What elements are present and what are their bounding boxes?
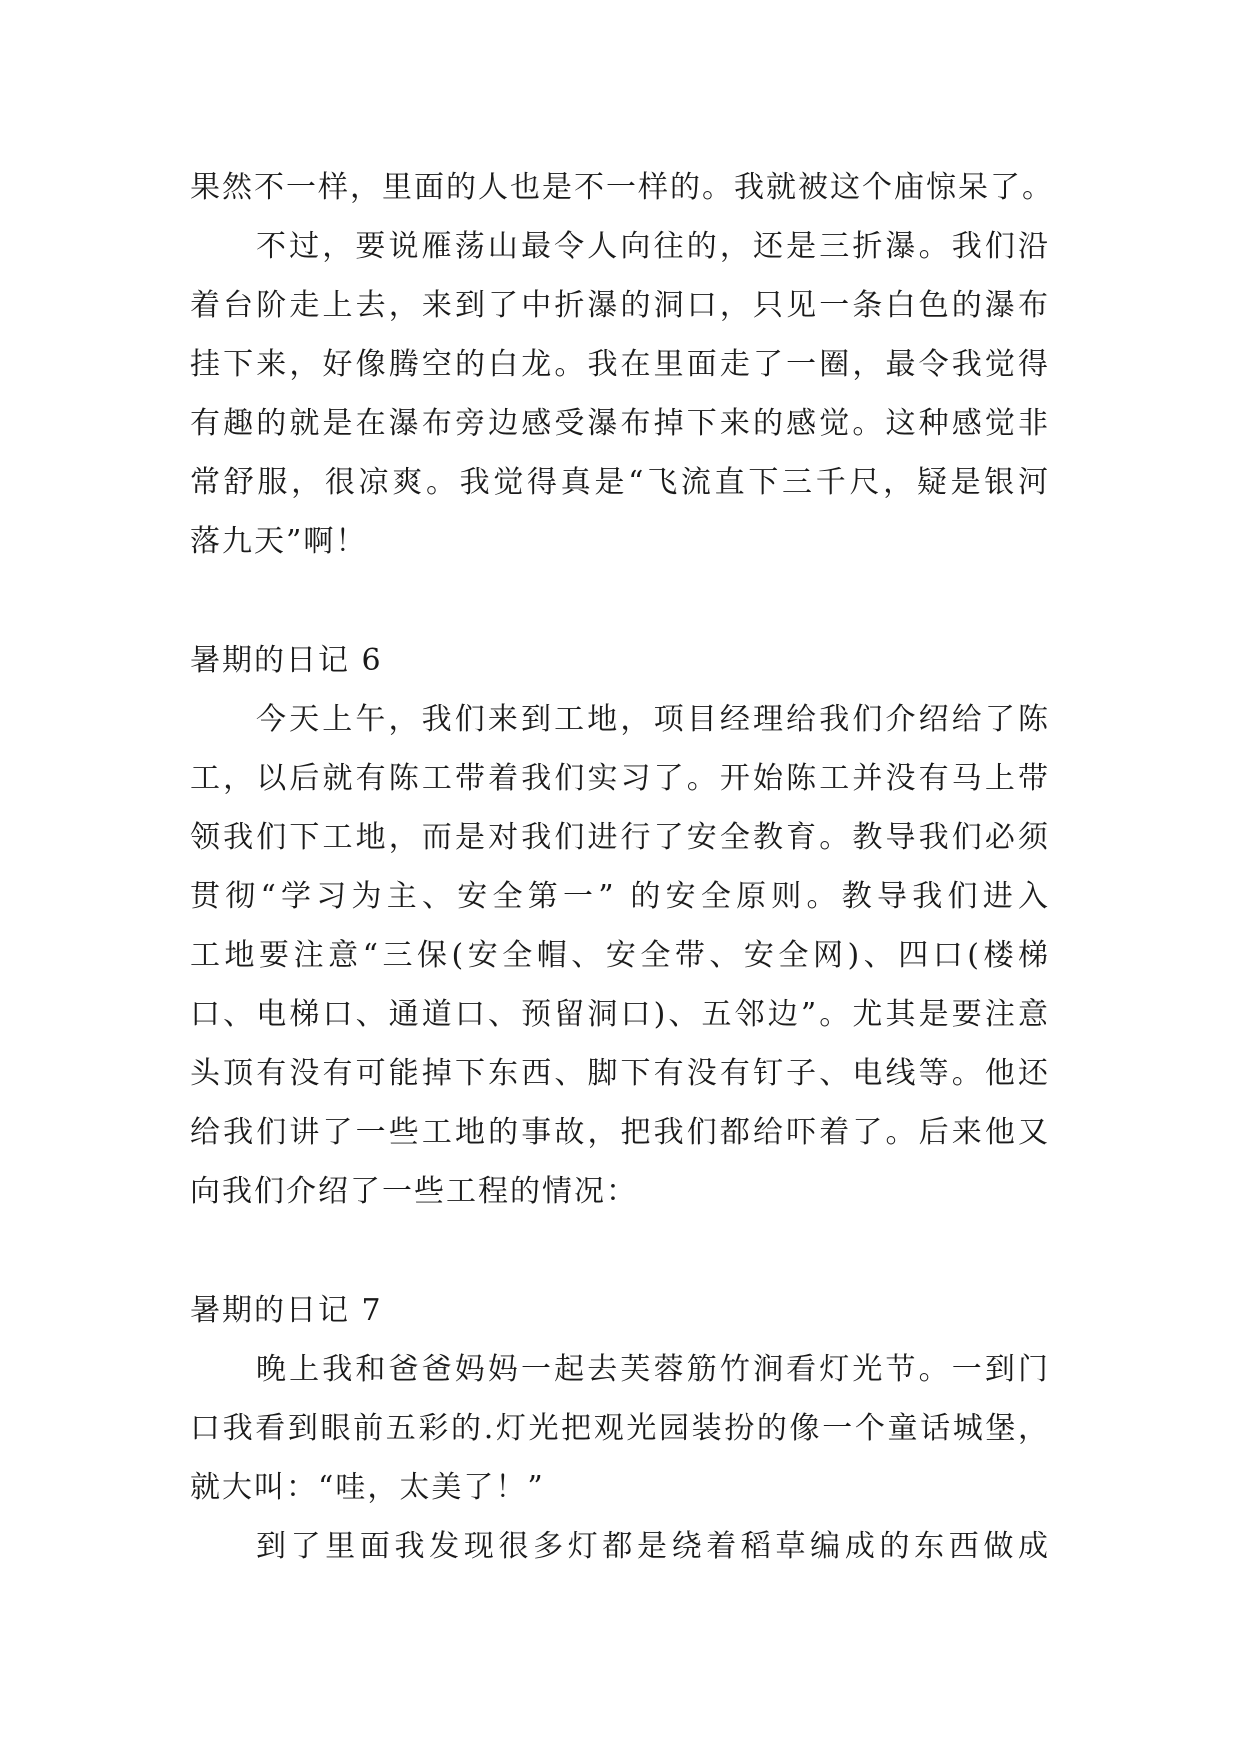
- paragraph-line: 挂下来，好像腾空的白龙。我在里面走了一圈，最令我觉得: [190, 347, 1050, 382]
- paragraph-line: 头顶有没有可能掉下东西、脚下有没有钉子、电线等。他还: [190, 1056, 1050, 1091]
- paragraph-line: 不过，要说雁荡山最令人向往的，还是三折瀑。我们沿: [256, 229, 1050, 264]
- paragraph-line: 着台阶走上去，来到了中折瀑的洞口，只见一条白色的瀑布: [190, 288, 1050, 323]
- paragraph-line: 今天上午，我们来到工地，项目经理给我们介绍给了陈: [256, 702, 1050, 737]
- paragraph-line: 到了里面我发现很多灯都是绕着稻草编成的东西做成: [256, 1529, 1050, 1564]
- paragraph-line: 工，以后就有陈工带着我们实习了。开始陈工并没有马上带: [190, 761, 1050, 796]
- section-heading: 暑期的日记 7: [190, 1293, 383, 1328]
- paragraph-line: 领我们下工地，而是对我们进行了安全教育。教导我们必须: [190, 820, 1050, 855]
- document-body: [190, 158, 1054, 1576]
- paragraph-line: 果然不一样，里面的人也是不一样的。我就被这个庙惊呆了。: [190, 170, 1054, 205]
- paragraph-line: 向我们介绍了一些工程的情况：: [190, 1174, 638, 1209]
- section-gap: [190, 571, 1050, 631]
- paragraph-line: 就大叫：“哇，太美了！”: [190, 1470, 545, 1505]
- paragraph-line: 有趣的就是在瀑布旁边感受瀑布掉下来的感觉。这种感觉非: [190, 406, 1050, 441]
- paragraph-line: 常舒服，很凉爽。我觉得真是“飞流直下三千尺，疑是银河: [190, 465, 1050, 500]
- paragraph-line: 工地要注意“三保(安全帽、安全带、安全网)、四口(楼梯: [190, 938, 1050, 973]
- paragraph-line: 给我们讲了一些工地的事故，把我们都给吓着了。后来他又: [190, 1115, 1050, 1150]
- section-gap: [190, 1221, 1050, 1281]
- paragraph-line: 口我看到眼前五彩的.灯光把观光园装扮的像一个童话城堡，: [190, 1411, 1050, 1446]
- paragraph-line: 落九天”啊！: [190, 524, 368, 559]
- paragraph-line: 晚上我和爸爸妈妈一起去芙蓉筋竹涧看灯光节。一到门: [256, 1352, 1050, 1387]
- section-heading: 暑期的日记 6: [190, 643, 383, 678]
- paragraph-line: 口、电梯口、通道口、预留洞口)、五邻边”。尤其是要注意: [190, 997, 1050, 1032]
- paragraph-line: 贯彻“学习为主、安全第一” 的安全原则。教导我们进入: [190, 879, 1050, 914]
